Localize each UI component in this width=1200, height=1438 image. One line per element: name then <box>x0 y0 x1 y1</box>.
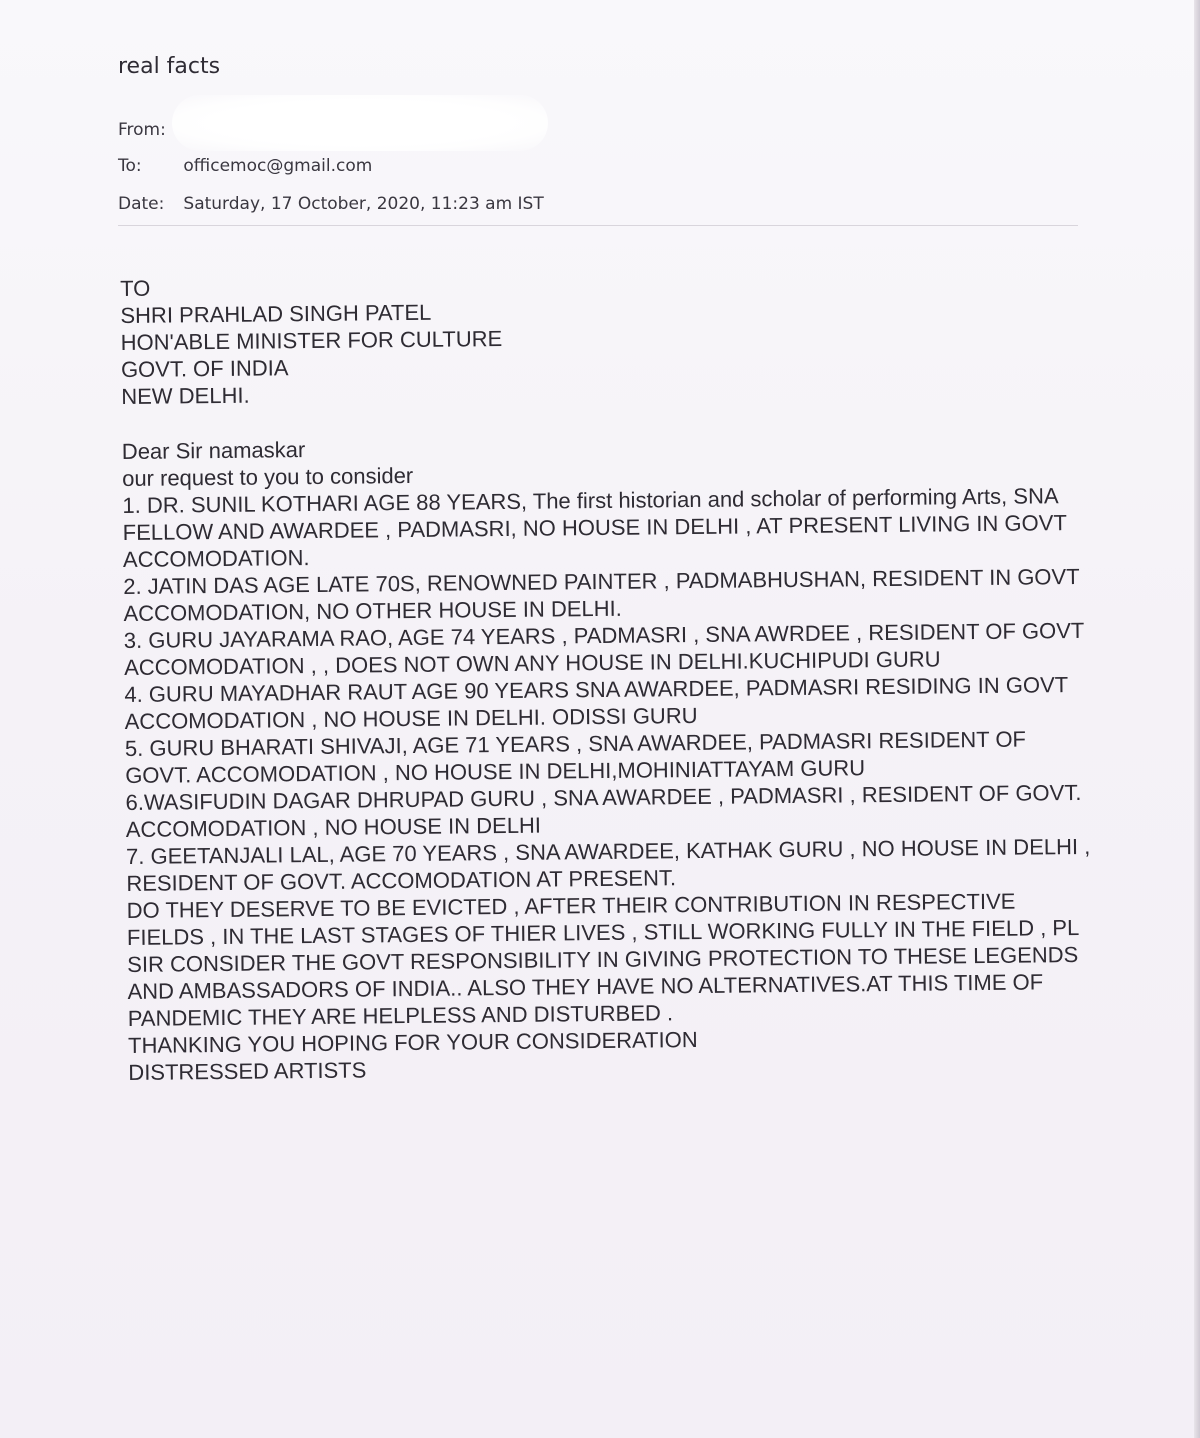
appeal-paragraph: DO THEY DESERVE TO BE EVICTED , AFTER THEIR CONTRIBUTION IN RESPECTIVE FIELDS , IN THE LAST STAGES OF THIER LIVES , STILL WORKING FULLY IN THE FIELD , PL SIR CONSIDER THE GOVT RESPONSIBILITY IN GIVING PROTECTION TO THESE LEGENDS AND AMBASSADORS OF INDIA.. ALSO THEY HAVE NO ALTERNATIVES.AT THIS TIME OF PANDEMIC THEY ARE HELPLESS AND DISTURBED . <box>126 888 1079 1031</box>
to-label: To: <box>118 156 142 176</box>
to-address: officemoc@gmail.com <box>183 156 373 176</box>
to-row <box>118 156 372 176</box>
email-subject: real facts <box>118 54 221 79</box>
list-item: 1. DR. SUNIL KOTHARI AGE 88 YEARS, The first historian and scholar of performing Arts, SNA FELLOW AND AWARDEE , PADMASRI, NO HOUSE IN DELHI , AT PRESENT LIVING IN GOVT ACCOMODATION. <box>122 483 1067 572</box>
greeting: Dear Sir namaskar <box>121 437 306 464</box>
list-item: 4. GURU MAYADHAR RAUT AGE 90 YEARS SNA AWARDEE, PADMASRI RESIDING IN GOVT ACCOMODATION , NO HOUSE IN DELHI. ODISSI GURU <box>124 672 1068 734</box>
date-label: Date: <box>118 194 165 214</box>
from-row <box>118 120 178 140</box>
from-label: From: <box>118 120 166 140</box>
list-item: 6.WASIFUDIN DAGAR DHRUPAD GURU , SNA AWARDEE , PADMASRI , RESIDENT OF GOVT. ACCOMODATION , NO HOUSE IN DELHI <box>125 779 1082 842</box>
closing-line: THANKING YOU HOPING FOR YOUR CONSIDERATION <box>127 1026 698 1058</box>
list-item: 7. GEETANJALI LAL, AGE 70 YEARS , SNA AWARDEE, KATHAK GURU , NO HOUSE IN DELHI , RESIDENT OF GOVT. ACCOMODATION AT PRESENT. <box>125 833 1091 896</box>
list-item: 3. GURU JAYARAMA RAO, AGE 74 YEARS , PADMASRI , SNA AWRDEE , RESIDENT OF GOVT ACCOMODATION , , DOES NOT OWN ANY HOUSE IN DELHI.KUCHIPUDI GURU <box>123 617 1084 680</box>
header-divider <box>118 225 1078 226</box>
date-row <box>118 194 544 214</box>
redacted-sender <box>172 95 548 151</box>
intro: our request to you to consider <box>122 462 414 491</box>
address-line: HON'ABLE MINISTER FOR CULTURE <box>120 326 503 355</box>
address-line: NEW DELHI. <box>121 382 250 409</box>
signature: DISTRESSED ARTISTS <box>128 1057 367 1085</box>
page-edge <box>1194 0 1200 1438</box>
address-line: SHRI PRAHLAD SINGH PATEL <box>120 299 432 328</box>
address-line: TO <box>120 275 151 301</box>
address-line: GOVT. OF INDIA <box>120 355 289 382</box>
date-value: Saturday, 17 October, 2020, 11:23 am IST <box>183 194 544 214</box>
letter-body <box>120 265 1093 1086</box>
list-item: 5. GURU BHARATI SHIVAJI, AGE 71 YEARS , SNA AWARDEE, PADMASRI RESIDENT OF GOVT. ACCOMODATION , NO HOUSE IN DELHI,MOHINIATTAYAM GURU <box>124 726 1027 788</box>
list-item: 2. JATIN DAS AGE LATE 70S, RENOWNED PAINTER , PADMABHUSHAN, RESIDENT IN GOVT ACCOMODATION, NO OTHER HOUSE IN DELHI. <box>123 563 1080 626</box>
